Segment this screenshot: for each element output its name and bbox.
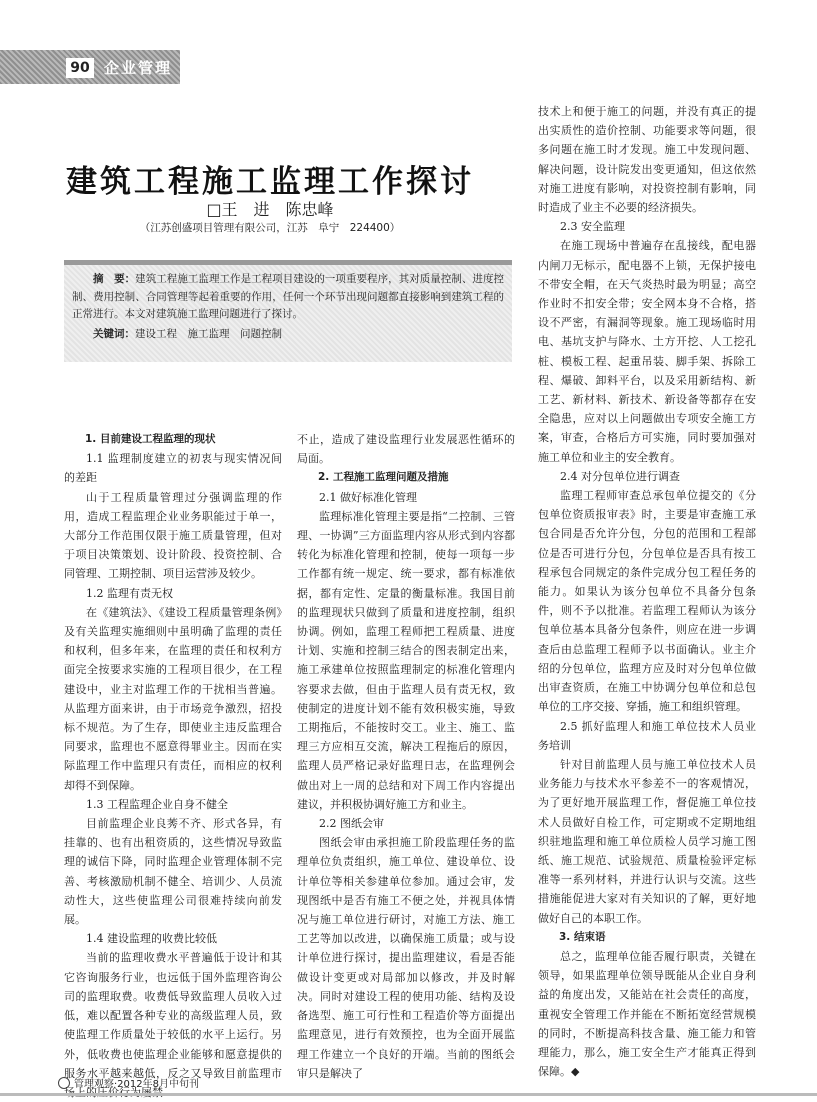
body-paragraph: 山于工程质量管理过分强调监理的作用，造成工程监理企业业务职能过于单一，大部分工作范围仅限于施工质量管理，但对于项目决策策划、设计阶段、投资控制、合同管理、工期控制、项目运营涉及较少。 — [64, 490, 282, 581]
abstract-label: 摘 要： — [93, 273, 136, 285]
subsection-heading: 2.4 对分包单位进行调查 — [560, 469, 680, 483]
subsection-heading: 2.2 图纸会审 — [319, 817, 384, 831]
subsection-heading: 2.5 抓好监理人和施工单位技术人员业务培训 — [538, 719, 756, 752]
article-author: □王 进 陈忠峰 — [206, 200, 334, 219]
abstract-box — [64, 260, 512, 362]
abstract-paragraph — [72, 271, 504, 324]
journal-issue: 管理观察·2012年8月中旬刊 — [74, 1079, 199, 1090]
body-paragraph: 图纸会审由承担施工阶段监理任务的监理单位负责组织，施工单位、建设单位、设计单位等相关参建单位参加。通过会审，发现图纸中是否有施工不便之处，并视具体情况与施工单位进行研讨，对施工方法、施工工艺等加以改进，以确保施工质量；或与设计单位进行探讨，提出监理建议，看是否能做设计变更或对局部加以修改，并及时解决。同时对建设工程的使用功能、结构及设备选型、施工可行性和工程造价等方面提出监理意见，进行有效预控，也为全面开展监理工作建立一个良好的开端。当前的图纸会审只是解决了 — [297, 836, 515, 1080]
body-paragraph: 在《建筑法》、《建设工程质量管理条例》及有关监理实施细则中虽明确了监理的责任和权利，但多年来，在监理的责任和权利方面完全按要求实施的工程项目很少，在工程建设中，业主对监理工作的干扰相当普遍。从监理方面来讲，由于市场竞争激烈，招投标不规范。为了生存，即使业主违反监理合同要求，监理也不愿意得罪业主。因而在实际监理工作中监理只有责任，而相应的权利却得不到保障。 — [64, 605, 282, 792]
body-paragraph: 监理工程师审查总承包单位提交的《分包单位资质报审表》时，主要是审查施工承包合同是否允许分包，分包的范围和工程部位是否可进行分包，分包单位是否具有按工程承包合同规定的条件完成分包工程任务的能力。如果认为该分包单位不具备分包条件，则不予以批准。若监理工程师认为该分包单位基本具备分包条件，则应在进一步调查后由总监理工程师予以书面确认。业主介绍的分包单位，监理方应及时对分包单位做出审查资质，在施工中协调分包单位和总包单位的工序交接、穿插，施工和组织管理。 — [538, 489, 756, 714]
footer-rule — [0, 1093, 817, 1096]
keywords-label: 关键词： — [93, 327, 135, 340]
subsection-heading: 1.3 工程监理企业自身不健全 — [86, 797, 228, 811]
subsection-heading: 1.4 建设监理的收费比较低 — [86, 932, 217, 946]
keywords-paragraph — [72, 326, 504, 344]
footer — [58, 1075, 199, 1090]
body-paragraph: 当前的监理收费水平普遍低于设计和其它咨询服务行业，也远低于国外监理咨询公司的监理取费。收费低导致监理人员收入过低，难以配置各种专业的高级监理人员，致使监理工作质量处于较低的水平上运行。另外，低收费也使监理企业能够和愿意提供的服务水平越来越低，反之又导致目前监理市 — [64, 951, 282, 1080]
abstract-text: 建筑工程施工监理工作是工程项目建设的一项重要程序，其对质量控制、进度控制、费用控制、合同管理等起着重要的作用，任何一个环节出现问题都直接影响到建筑工程的正常进行。本文对建筑施工监理问题进行了探讨。 — [72, 273, 505, 320]
body-column-1 — [64, 430, 282, 1102]
section-heading: 2. 工程施工监理问题及措施 — [318, 471, 449, 484]
subsection-heading: 2.3 安全监理 — [560, 220, 625, 234]
journal-logo-icon — [58, 1077, 70, 1089]
body-column-3 — [538, 102, 756, 1081]
page-number: 90 — [66, 58, 94, 78]
subsection-heading: 1.2 监理有责无权 — [86, 586, 173, 600]
article-title: 建筑工程施工监理工作探讨 — [66, 164, 474, 200]
subsection-heading: 2.1 做好标准化管理 — [319, 490, 417, 504]
body-paragraph: 目前监理企业良莠不齐、形式各异，有挂靠的、也有出租资质的，这些情况导致监理的诚信下降，同时监理企业管理体制不完善、考核激励机制不健全、培训少、人员流动性大，这些使监理公司很难持续向前发展。 — [64, 817, 282, 927]
body-paragraph: 技术上和便于施工的问题，并没有真正的提出实质性的造价控制、功能要求等问题，很多问题在施工时才发现。施工中发现问题、解决问题，设计院发出变更通知，但这依然对施工进度有影响，对投资控制有影响，同时造成了业主不必要的经济损失。 — [538, 105, 756, 215]
subsection-heading: 1.1 监理制度建立的初衷与现实情况间的差距 — [64, 452, 282, 485]
article-affiliation: （江苏创盛项目管理有限公司，江苏 阜宁 224400） — [139, 222, 401, 234]
section-category: 企业管理 — [104, 59, 173, 77]
keywords-text: 建设工程 施工监理 问题控制 — [135, 327, 282, 340]
body-paragraph: 针对目前监理人员与施工单位技术人员业务能力与技术水平参差不一的客观情况，为了更好地开展监理工作，督促施工单位技术人员做好自检工作，可定期或不定期地组织驻地监理和施工单位质检人员学习施工图纸、施工规范、试验规范、质量检验评定标准等一系列材料，并进行认识与交流。这些措施能促进大家对有关知识的了解，更好地做好自己的本职工作。 — [538, 757, 756, 925]
section-heading: 1. 目前建设工程监理的现状 — [85, 433, 216, 445]
body-paragraph: 不止，造成了建设监理行业发展恶性循环的局面。 — [297, 433, 515, 466]
body-column-2 — [297, 430, 515, 1083]
body-paragraph: 总之，监理单位能否履行职责，关键在领导，如果监理单位领导既能从企业自身利益的角度出发，又能站在社会责任的高度，重视安全管理工作并能在不断拓宽经营规模的同时，不断提高科技含量、施工能力和管理能力，那么，施工安全生产才能真正得到保障。◆ — [538, 949, 756, 1079]
body-paragraph: 监理标准化管理主要是指“二控制、三管理、一协调”三方面监理内容从形式到内容都转化为标准化管理和控制，使每一项每一步工作都有统一规定、统一要求，都有标准依据，都有定性、定量的衡量标准。我国目前的监理现状只做到了质量和进度控制，组织协调。例如，监理工程师把工程质量、进度计划、实施和控制三结合的图表制定出来，施工承建单位按照监理制定的标准化管理内容要求去做，但由于监理人员有责无权，致使制定的进度计划不能有效积极实施，导致工期拖后，不能按时交工。业主、施工、监理三方应相互交流，解决工程拖后的原因，监理人员严格记录好监理日志，在监理例会做出对上一周的总结和对下周工作内容提出建议，并积极协调好施工方和业主。 — [297, 509, 515, 811]
body-paragraph: 在施工现场中普遍存在乱接线，配电器内闸刀无标示，配电器不上锁，无保护接电不带安全帽，在天气炎热时最为明显；高空作业时不扣安全带；安全网本身不合格，搭设不严密，有漏洞等现象。施工现场临时用电、基坑支护与降水、土方开挖、人工挖孔桩、模板工程、起重吊装、脚手架、拆除工程、爆破、卸料平台，以及采用新结构、新工艺、新材料、新技术、新设备等都存在安全隐患，应对以上问题做出专项安全施工方案，审查，合格后方可实施，同时要加强对施工单位和业主的安全教育。 — [538, 239, 756, 464]
section-heading: 3. 结束语 — [559, 930, 606, 943]
